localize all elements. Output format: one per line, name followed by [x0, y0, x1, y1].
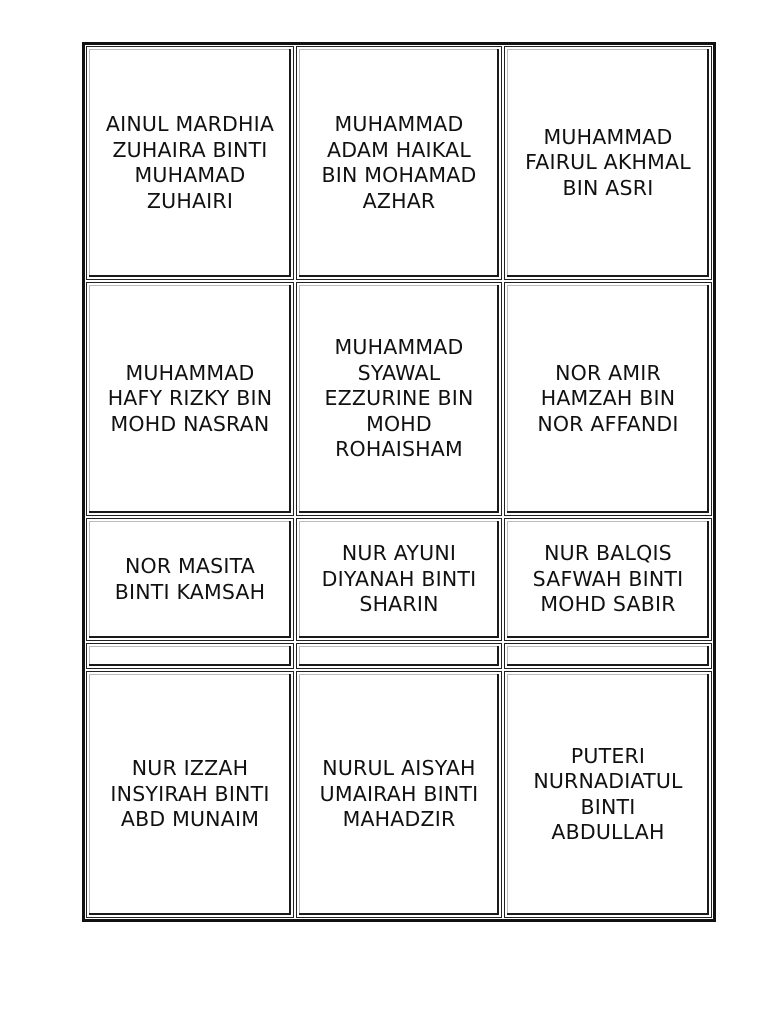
student-name: AINUL MARDHIA ZUHAIRA BINTI MUHAMAD ZUHAIRI: [105, 112, 275, 213]
student-name: MUHAMMAD HAFY RIZKY BIN MOHD NASRAN: [107, 360, 273, 436]
student-name: MUHAMMAD ADAM HAIKAL BIN MOHAMAD AZHAR: [321, 112, 477, 213]
name-card: [504, 282, 712, 516]
name-card: [296, 671, 502, 918]
name-card: [504, 671, 712, 918]
name-card: [296, 46, 502, 280]
name-card: [86, 46, 294, 280]
name-card: [504, 46, 712, 280]
student-name: NUR BALQIS SAFWAH BINTI MOHD SABIR: [532, 541, 684, 617]
empty-strip-cell: [504, 643, 712, 669]
student-name: NUR IZZAH INSYIRAH BINTI ABD MUNAIM: [110, 756, 270, 832]
name-card: [296, 282, 502, 516]
name-card-sheet: [82, 42, 716, 922]
name-card-grid: [85, 45, 713, 919]
name-card: [86, 282, 294, 516]
student-name: NOR MASITA BINTI KAMSAH: [114, 554, 266, 604]
name-card: [504, 518, 712, 641]
student-name: NUR AYUNI DIYANAH BINTI SHARIN: [321, 541, 477, 617]
student-name: MUHAMMAD SYAWAL EZZURINE BIN MOHD ROHAISHAM: [324, 335, 474, 462]
empty-strip-cell: [86, 643, 294, 669]
name-card: [86, 518, 294, 641]
student-name: NOR AMIR HAMZAH BIN NOR AFFANDI: [537, 360, 679, 436]
student-name: MUHAMMAD FAIRUL AKHMAL BIN ASRI: [525, 124, 691, 200]
student-name: PUTERI NURNADIATUL BINTI ABDULLAH: [533, 743, 683, 844]
name-card: [86, 671, 294, 918]
student-name: NURUL AISYAH UMAIRAH BINTI MAHADZIR: [319, 756, 479, 832]
empty-strip-cell: [296, 643, 502, 669]
name-card: [296, 518, 502, 641]
